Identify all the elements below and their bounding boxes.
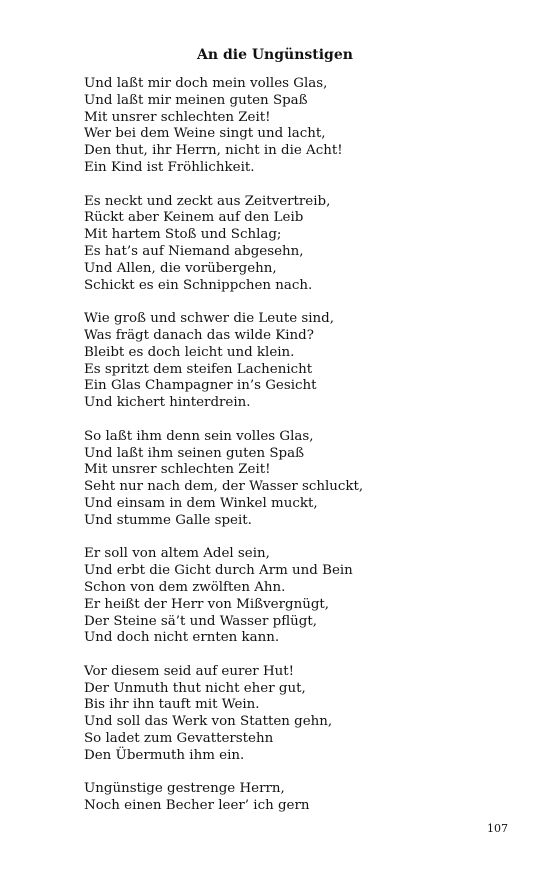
- poem-line: Und laßt mir meinen guten Spaß: [84, 92, 308, 108]
- poem-line: Mit unsrer schlechten Zeit!: [84, 109, 271, 125]
- poem-title: An die Ungünstigen: [197, 47, 353, 63]
- poem-line: Schickt es ein Schnippchen nach.: [84, 277, 313, 293]
- poem-line: So laßt ihm denn sein volles Glas,: [84, 428, 314, 444]
- poem-line: Der Steine sä’t und Wasser pflügt,: [84, 613, 317, 629]
- poem-line: Und Allen, die vorübergehn,: [84, 260, 277, 276]
- poem-line: Den thut, ihr Herrn, nicht in die Acht!: [84, 143, 343, 159]
- poem-line: Vor diesem seid auf eurer Hut!: [84, 663, 295, 679]
- poem-line: Wie groß und schwer die Leute sind,: [84, 311, 334, 327]
- poem-line: Und stumme Galle speit.: [84, 512, 252, 528]
- poem-line: Noch einen Becher leer’ ich gern: [84, 798, 310, 814]
- poem-line: Bis ihr ihn tauft mit Wein.: [84, 697, 260, 713]
- poem-body: [84, 76, 524, 832]
- poem-line: Mit unsrer schlechten Zeit!: [84, 462, 271, 478]
- poem-line: Und erbt die Gicht durch Arm und Bein: [84, 563, 353, 579]
- stanza: [84, 194, 524, 295]
- poem-line: Schon von dem zwölften Ahn.: [84, 579, 286, 595]
- poem-line: Ein Kind ist Fröhlichkeit.: [84, 159, 255, 175]
- poem-line: Ein Glas Champagner in’s Gesicht: [84, 378, 317, 394]
- poem-line: Und kichert hinterdrein.: [84, 395, 251, 411]
- poem-line: Es neckt und zeckt aus Zeitvertreib,: [84, 193, 331, 209]
- poem-line: Ungünstige gestrenge Herrn,: [84, 781, 285, 797]
- poem-line: Er heißt der Herr von Mißvergnügt,: [84, 596, 330, 612]
- poem-line: Rückt aber Keinem auf den Leib: [84, 210, 304, 226]
- stanza: [84, 546, 524, 647]
- poem-line: Was frägt danach das wilde Kind?: [84, 327, 314, 343]
- page-number: 107: [487, 822, 508, 835]
- poem-line: Und laßt ihm seinen guten Spaß: [84, 445, 305, 461]
- poem-line: Und einsam in dem Winkel muckt,: [84, 495, 318, 511]
- poem-line: Es hat’s auf Niemand abgesehn,: [84, 243, 304, 259]
- poem-line: Er soll von altem Adel sein,: [84, 546, 270, 562]
- stanza: [84, 664, 524, 765]
- poem-line: So ladet zum Gevatterstehn: [84, 731, 274, 747]
- stanza: [84, 311, 524, 412]
- poem-line: Und soll das Werk von Statten gehn,: [84, 714, 333, 730]
- poem-line: Es spritzt dem steifen Lachenicht: [84, 361, 313, 377]
- stanza: [84, 781, 524, 815]
- poem-line: Der Unmuth thut nicht eher gut,: [84, 680, 306, 696]
- stanza: [84, 76, 524, 177]
- poem-line: Seht nur nach dem, der Wasser schluckt,: [84, 479, 364, 495]
- poem-line: Wer bei dem Weine singt und lacht,: [84, 126, 326, 142]
- poem-line: Und laßt mir doch mein volles Glas,: [84, 76, 328, 91]
- poem-line: Bleibt es doch leicht und klein.: [84, 344, 295, 360]
- poem-line: Mit hartem Stoß und Schlag;: [84, 227, 282, 243]
- stanza: [84, 429, 524, 530]
- poem-line: Und doch nicht ernten kann.: [84, 630, 280, 646]
- poem-line: Den Übermuth ihm ein.: [84, 747, 245, 763]
